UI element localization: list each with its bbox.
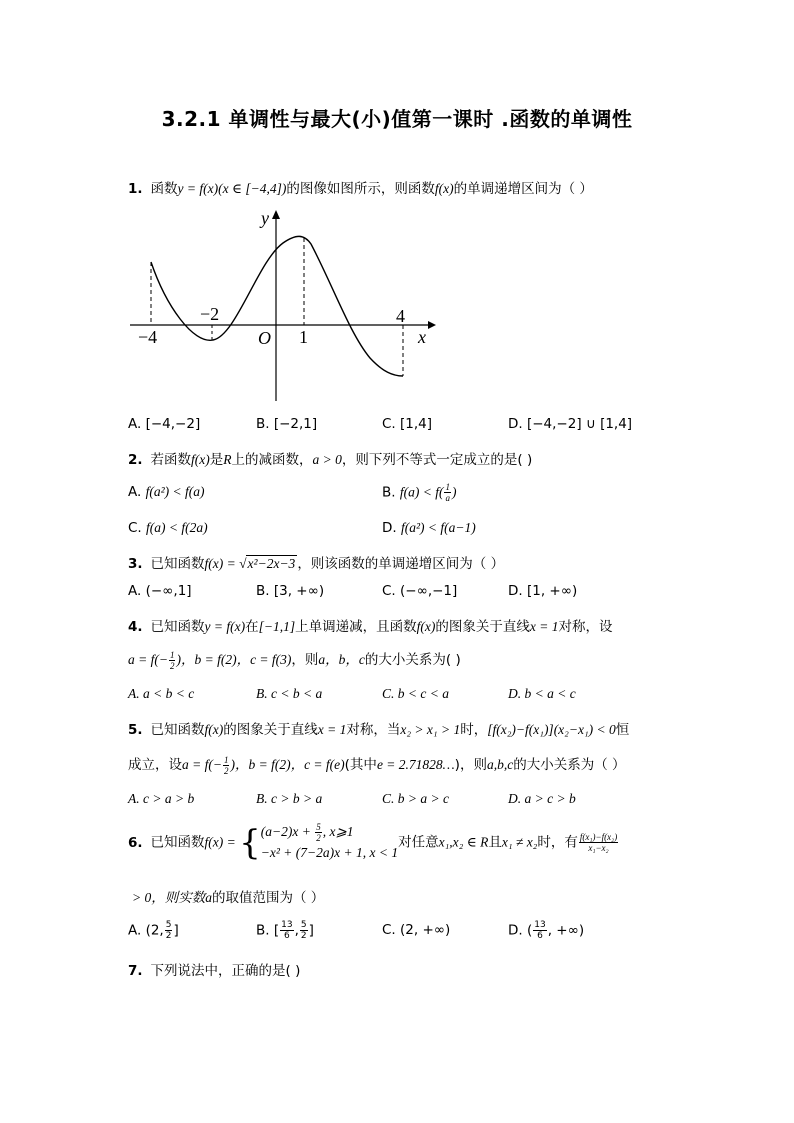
text: 的大小关系为（ ）: [513, 757, 626, 773]
text: 上的减函数，: [231, 452, 313, 468]
math: )，: [230, 757, 249, 772]
math: x = 1: [529, 619, 559, 634]
math: f(a²) < f(a−1): [400, 520, 476, 535]
text: 是: [209, 452, 224, 468]
function-curve: [151, 236, 403, 376]
option-a: [128, 484, 205, 500]
option-b: B. c > b > a: [256, 791, 323, 806]
question-number: 3.: [128, 556, 143, 572]
text: ，则该函数的单调递增区间为（ ）: [297, 556, 505, 572]
text: 已知函数: [150, 556, 205, 572]
text: 函数: [150, 181, 178, 197]
numerator: 13: [281, 920, 293, 930]
text: 的图象关于直线: [435, 619, 530, 635]
math: b = f(2)，c = f(e): [248, 757, 345, 772]
text: 已知函数: [150, 619, 205, 635]
text: 的图象关于直线: [223, 722, 318, 738]
math: y = f(x): [204, 619, 246, 634]
left-brace-icon: {: [239, 822, 261, 863]
piecewise-cases: [261, 822, 398, 863]
option-c: C. b > a > c: [382, 791, 449, 806]
fraction: [579, 832, 618, 853]
math: ): [451, 484, 457, 500]
math: ]: [308, 922, 314, 939]
question-6: [128, 822, 619, 863]
option-a: [128, 920, 179, 941]
math: b = f(2)，c = f(3): [194, 652, 292, 667]
math: B. [: [256, 922, 280, 939]
case-1: [261, 822, 398, 843]
origin-label: O: [258, 328, 271, 348]
option-b: [382, 482, 456, 503]
math: f(x): [416, 619, 436, 634]
option-c: C. [1,4]: [382, 416, 433, 432]
option-a: A. [−4,−2]: [128, 416, 201, 432]
question-3: [128, 552, 504, 572]
x-label: x: [418, 327, 426, 347]
math: x₁ ≠ x₂: [501, 834, 538, 850]
question-6-line-2: [132, 886, 324, 906]
text: 的取值范围为（ ）: [212, 890, 325, 906]
math: a,b,c: [486, 757, 514, 772]
question-4-line-2: [128, 648, 461, 671]
fraction: [315, 822, 322, 843]
numerator: 1: [169, 649, 175, 660]
numerator: 5: [165, 920, 172, 930]
math: f(x): [191, 452, 210, 467]
option-label: C.: [128, 520, 142, 536]
text: ，则下列不等式一定成立的是( ): [341, 452, 533, 468]
numerator: 5: [316, 822, 321, 833]
denominator: 2: [300, 931, 307, 941]
option-a: A. (−∞,1]: [128, 583, 192, 599]
math: f(x) =: [204, 834, 240, 850]
question-number: 4.: [128, 619, 143, 635]
math: ]: [173, 922, 179, 939]
fraction: [169, 650, 176, 671]
option-d: D. a > c > b: [508, 791, 576, 806]
text: 时，有: [537, 834, 578, 851]
text: 恒: [615, 722, 630, 738]
denominator: 2: [223, 765, 229, 776]
math: f(a²) < f(a): [145, 484, 205, 499]
math: )，: [176, 652, 195, 667]
question-1: [128, 177, 593, 197]
math: f(x): [434, 181, 454, 196]
text: ，则: [291, 652, 319, 668]
sqrt-icon: √: [239, 556, 247, 571]
question-number: 2.: [128, 452, 143, 468]
math: e = 2.71828…: [376, 757, 455, 772]
option-label: D.: [382, 520, 397, 536]
text: 成立，设: [128, 757, 182, 773]
tick-label: 4: [396, 306, 405, 326]
option-b: B. [3, +∞): [256, 583, 325, 599]
question-4: [128, 615, 612, 635]
text: (其中: [344, 757, 377, 773]
math: f(a) < f(: [399, 484, 444, 500]
option-a: A. c > a > b: [128, 791, 195, 806]
page-title: 3.2.1 单调性与最大(小)值第一课时 .函数的单调性: [161, 107, 633, 131]
option-d: D. [−4,−2] ∪ [1,4]: [508, 416, 633, 432]
question-7: [128, 959, 300, 979]
option-a: A. a < b < c: [128, 686, 195, 701]
math: D. (: [508, 922, 533, 939]
fraction: [444, 482, 451, 503]
question-number: 1.: [128, 181, 143, 197]
text: 已知函数: [150, 722, 205, 738]
math: f(x): [204, 722, 224, 737]
question-number: 6.: [128, 834, 143, 851]
math: y = f(x)(x ∈ [−4,4]): [177, 181, 287, 196]
text: 且: [488, 834, 502, 851]
text: 的单调递增区间为（ ）: [453, 181, 593, 197]
math: a = f(−: [182, 757, 222, 772]
case-2: −x² + (7−2a)x + 1, x < 1: [260, 845, 399, 861]
math: x₁,x₂ ∈ R: [438, 834, 489, 850]
option-d: [508, 920, 584, 941]
option-b: B. [ $\frac{13}{6}$ , $\frac{5}{2}$ ]: [256, 920, 314, 941]
option-label: B.: [382, 484, 396, 501]
denominator: 2: [169, 660, 175, 671]
math: [−1,1]: [258, 619, 296, 634]
denominator: 2: [165, 931, 172, 941]
text: 时，: [460, 722, 488, 738]
option-d: D. [1, +∞): [508, 583, 578, 599]
option-c: [128, 520, 208, 536]
math: , x⩾1: [322, 824, 354, 839]
option-c: C. (2, +∞): [382, 922, 451, 938]
math: a，b，c: [318, 652, 365, 667]
text: 已知函数: [150, 834, 205, 851]
option-c: C. b < c < a: [382, 686, 449, 701]
math: a: [205, 890, 212, 905]
function-graph: [128, 206, 438, 406]
math: [f(x₂)−f(x₁)](x₂−x₁) < 0: [487, 722, 616, 737]
question-number: 7.: [128, 963, 143, 979]
numerator: 5: [300, 920, 307, 930]
math: f(x) =: [204, 556, 240, 571]
numerator: 1: [223, 754, 229, 765]
denominator: x₁−x₂: [588, 843, 609, 854]
tick-label: 1: [299, 327, 308, 347]
denominator: 6: [537, 931, 543, 941]
math: R: [223, 452, 232, 467]
text: 对称，当: [346, 722, 401, 738]
option-d: [382, 520, 476, 536]
x-axis-arrow-icon: [428, 321, 436, 329]
question-5: [128, 718, 629, 738]
fraction: [165, 920, 173, 941]
text: 若函数: [150, 452, 192, 468]
option-label: A.: [128, 484, 142, 500]
text: 的图像如图所示，则函数: [286, 181, 435, 197]
question-5-line-2: [128, 753, 626, 776]
option-b: B. c < b < a: [256, 686, 323, 701]
text: 对称，设: [558, 619, 613, 635]
option-b: B. [−2,1]: [256, 416, 318, 432]
fraction: [533, 920, 546, 941]
denominator: 6: [283, 931, 290, 941]
text: 在: [245, 619, 259, 635]
math: a = f(−: [128, 652, 168, 667]
option-d: D. b < a < c: [508, 686, 576, 701]
y-label: y: [261, 208, 269, 228]
radicand: x²−2x−3: [247, 556, 296, 571]
numerator: f(x₁)−f(x₂): [579, 832, 618, 843]
question-2: [128, 448, 532, 468]
fraction: [280, 920, 293, 941]
numerator: 1: [445, 482, 450, 492]
fraction: [300, 920, 308, 941]
fraction: [223, 755, 230, 776]
tick-label: −2: [200, 304, 220, 324]
y-axis-arrow-icon: [272, 210, 280, 219]
question-number: 5.: [128, 722, 143, 738]
math: (a−2)x +: [260, 824, 315, 839]
math: , +∞): [547, 922, 585, 939]
math: > 0，则实数: [132, 890, 206, 905]
tick-label: −4: [138, 327, 158, 347]
denominator: a: [445, 493, 450, 503]
text: 下列说法中，正确的是( ): [150, 963, 301, 979]
numerator: 13: [534, 920, 546, 930]
text: 的大小关系为( ): [364, 652, 461, 668]
math: x = 1: [317, 722, 347, 737]
text: )，则: [454, 757, 487, 773]
text: 上单调递减，且函数: [295, 619, 417, 635]
option-c: C. (−∞,−1]: [382, 583, 458, 599]
math: f(a) < f(2a): [146, 520, 208, 535]
math: A. (2,: [128, 922, 164, 939]
math: a > 0: [312, 452, 342, 467]
denominator: 2: [316, 833, 321, 844]
text: 对任意: [398, 834, 439, 851]
math: x₂ > x₁ > 1: [400, 722, 461, 737]
